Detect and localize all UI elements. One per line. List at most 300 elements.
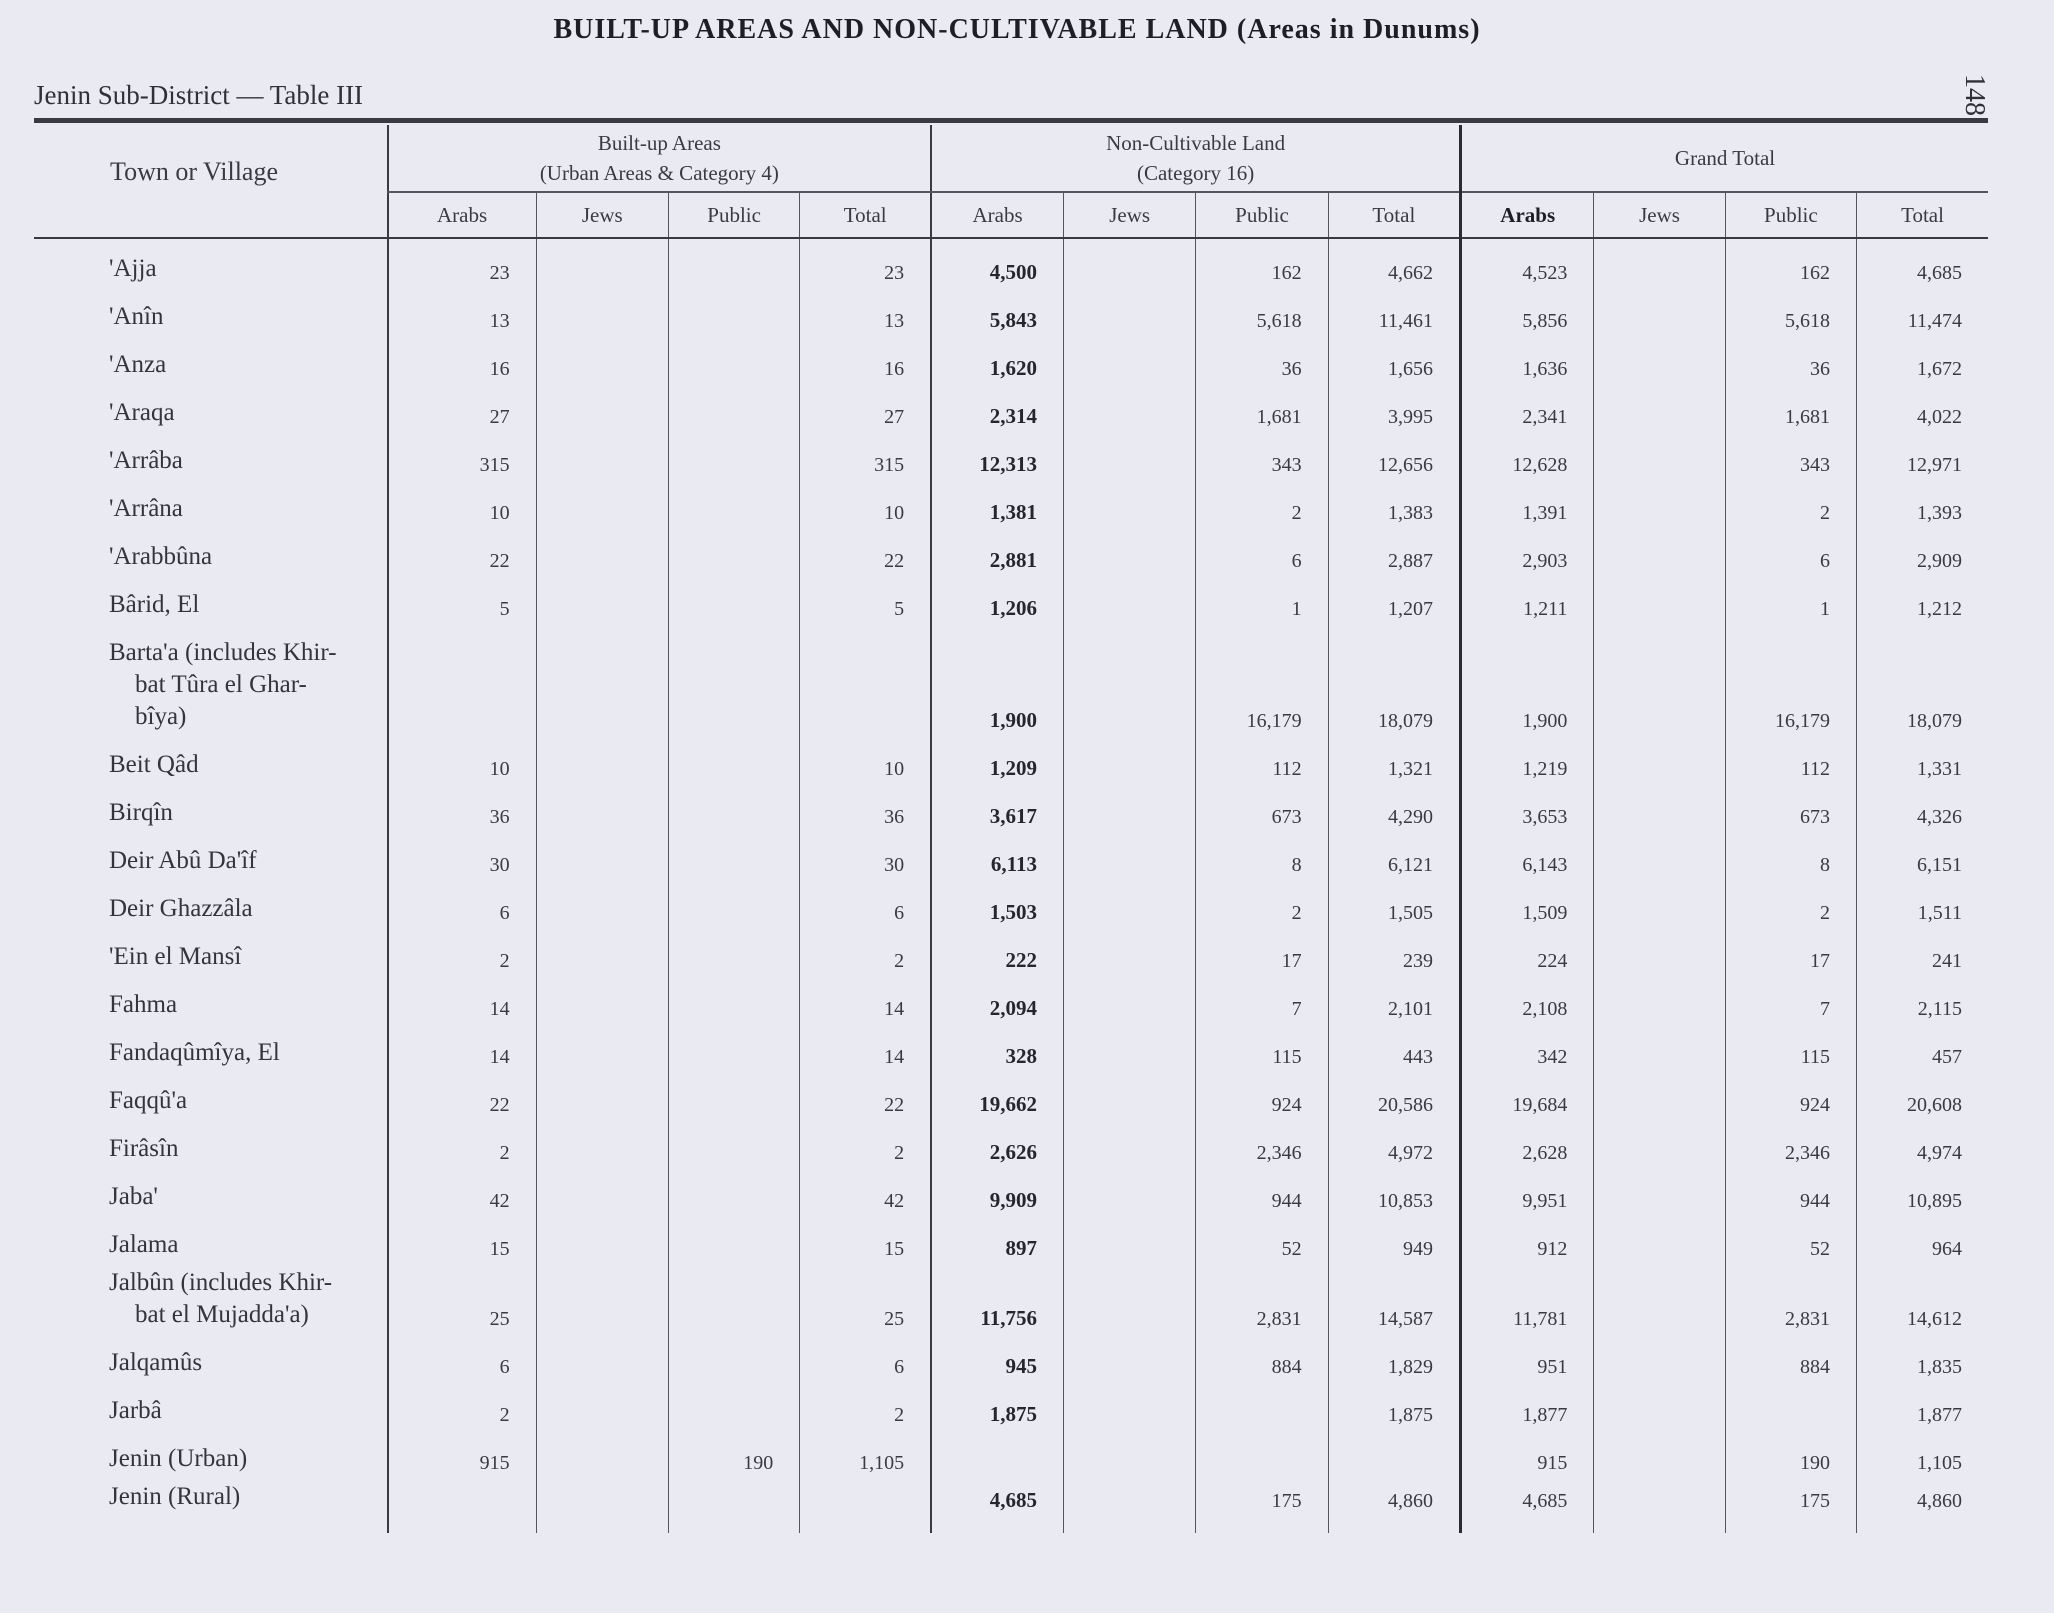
gt-jews-cell — [1594, 435, 1725, 483]
bu-jews-cell — [536, 339, 668, 387]
town-name: Deir Abû Da'îf — [109, 847, 257, 874]
nc-arabs-cell: 1,875 — [931, 1385, 1063, 1433]
gt-arabs-cell: 11,781 — [1461, 1267, 1594, 1337]
nc-public-cell: 1 — [1196, 579, 1328, 627]
bu-jews-cell — [536, 579, 668, 627]
bu-jews-cell — [536, 291, 668, 339]
bu-jews-cell — [536, 627, 668, 739]
grand-total-header: Grand Total — [1461, 125, 1988, 192]
page-number: 148 — [1959, 74, 1990, 116]
nc-arabs-cell: 3,617 — [931, 787, 1063, 835]
nc-arabs-cell: 1,209 — [931, 739, 1063, 787]
gt-public-cell: 190 — [1725, 1433, 1856, 1481]
table-row — [34, 1385, 1988, 1433]
nc-total-header: Total — [1328, 192, 1460, 238]
gt-arabs-header: Arabs — [1461, 192, 1594, 238]
nc-jews-cell — [1063, 1267, 1195, 1337]
gt-arabs-cell: 2,628 — [1461, 1123, 1594, 1171]
gt-jews-cell — [1594, 339, 1725, 387]
nc-jews-cell — [1063, 339, 1195, 387]
bu-arabs-cell: 16 — [388, 339, 537, 387]
nc-arabs-cell: 1,900 — [931, 627, 1063, 739]
bu-arabs-cell: 5 — [388, 579, 537, 627]
bu-public-cell — [668, 627, 799, 739]
gt-public-cell: 52 — [1725, 1219, 1856, 1267]
gt-total-cell: 241 — [1857, 931, 1988, 979]
nc-public-cell: 924 — [1196, 1075, 1328, 1123]
non-cultivable-header-line1: Non-Cultivable Land — [1106, 131, 1286, 155]
gt-arabs-cell: 342 — [1461, 1027, 1594, 1075]
town-name-line: bat Tûra el Ghar- — [135, 671, 307, 698]
bu-arabs-cell: 22 — [388, 531, 537, 579]
gt-jews-cell — [1594, 1385, 1725, 1433]
town-name-line: Barta'a (includes Khir- — [109, 639, 337, 666]
bu-total-cell: 23 — [800, 238, 931, 291]
nc-arabs-cell: 11,756 — [931, 1267, 1063, 1337]
nc-arabs-cell: 2,881 — [931, 531, 1063, 579]
nc-total-cell: 1,656 — [1328, 339, 1460, 387]
bu-public-cell — [668, 739, 799, 787]
bu-jews-cell — [536, 483, 668, 531]
gt-public-header: Public — [1725, 192, 1856, 238]
bu-jews-cell — [536, 387, 668, 435]
bu-jews-cell — [536, 1267, 668, 1337]
gt-total-cell: 1,105 — [1857, 1433, 1988, 1481]
town-name: Faqqû'a — [109, 1087, 188, 1114]
gt-arabs-cell: 224 — [1461, 931, 1594, 979]
gt-total-cell: 18,079 — [1857, 627, 1988, 739]
bu-arabs-cell — [388, 1481, 537, 1533]
nc-total-cell: 2,887 — [1328, 531, 1460, 579]
bu-arabs-cell: 10 — [388, 739, 537, 787]
nc-jews-cell — [1063, 627, 1195, 739]
nc-public-cell: 5,618 — [1196, 291, 1328, 339]
gt-arabs-cell: 1,636 — [1461, 339, 1594, 387]
gt-jews-cell — [1594, 1171, 1725, 1219]
town-name: Deir Ghazzâla — [109, 895, 253, 922]
nc-jews-cell — [1063, 931, 1195, 979]
gt-arabs-cell: 12,628 — [1461, 435, 1594, 483]
bu-jews-cell — [536, 931, 668, 979]
gt-total-cell: 6,151 — [1857, 835, 1988, 883]
gt-total-cell: 1,877 — [1857, 1385, 1988, 1433]
bu-public-cell — [668, 291, 799, 339]
bu-total-cell: 27 — [800, 387, 931, 435]
bu-jews-cell — [536, 1075, 668, 1123]
table-row — [34, 1337, 1988, 1385]
gt-jews-cell — [1594, 1433, 1725, 1481]
gt-jews-cell — [1594, 627, 1725, 739]
gt-jews-cell — [1594, 1481, 1725, 1533]
bu-public-cell — [668, 1385, 799, 1433]
gt-public-cell: 7 — [1725, 979, 1856, 1027]
gt-jews-cell — [1594, 1267, 1725, 1337]
nc-jews-cell — [1063, 531, 1195, 579]
nc-jews-cell — [1063, 579, 1195, 627]
town-name: Jaba' — [109, 1183, 158, 1210]
nc-jews-cell — [1063, 1433, 1195, 1481]
gt-arabs-cell: 2,341 — [1461, 387, 1594, 435]
gt-arabs-cell: 2,903 — [1461, 531, 1594, 579]
nc-public-cell — [1196, 1433, 1328, 1481]
nc-public-cell: 343 — [1196, 435, 1328, 483]
gt-total-cell: 4,860 — [1857, 1481, 1988, 1533]
gt-public-cell: 944 — [1725, 1171, 1856, 1219]
nc-total-cell: 4,290 — [1328, 787, 1460, 835]
bu-jews-cell — [536, 238, 668, 291]
gt-arabs-cell: 4,523 — [1461, 238, 1594, 291]
nc-public-cell: 2,346 — [1196, 1123, 1328, 1171]
town-name: 'Anza — [109, 351, 167, 378]
bu-public-cell — [668, 1481, 799, 1533]
gt-public-cell: 2 — [1725, 883, 1856, 931]
nc-arabs-cell: 328 — [931, 1027, 1063, 1075]
bu-total-cell: 6 — [800, 883, 931, 931]
bu-jews-cell — [536, 1027, 668, 1075]
nc-total-cell: 3,995 — [1328, 387, 1460, 435]
bu-arabs-cell: 36 — [388, 787, 537, 835]
bu-public-cell — [668, 1267, 799, 1337]
bu-total-cell: 15 — [800, 1219, 931, 1267]
bu-public-cell — [668, 1123, 799, 1171]
table-subtitle: Jenin Sub-District — Table III — [34, 80, 364, 110]
nc-public-cell: 2 — [1196, 483, 1328, 531]
town-column-header: Town or Village — [34, 125, 388, 238]
nc-total-cell: 949 — [1328, 1219, 1460, 1267]
nc-jews-cell — [1063, 787, 1195, 835]
nc-arabs-cell: 4,500 — [931, 238, 1063, 291]
gt-total-cell: 964 — [1857, 1219, 1988, 1267]
gt-arabs-cell: 1,391 — [1461, 483, 1594, 531]
gt-jews-cell — [1594, 387, 1725, 435]
bu-total-cell: 2 — [800, 931, 931, 979]
gt-total-cell: 457 — [1857, 1027, 1988, 1075]
non-cultivable-header — [931, 125, 1460, 192]
table-row — [34, 979, 1988, 1027]
bu-arabs-cell: 42 — [388, 1171, 537, 1219]
nc-arabs-cell: 2,094 — [931, 979, 1063, 1027]
nc-arabs-cell: 1,206 — [931, 579, 1063, 627]
nc-arabs-cell: 5,843 — [931, 291, 1063, 339]
table-row — [34, 387, 1988, 435]
nc-total-cell: 443 — [1328, 1027, 1460, 1075]
gt-arabs-cell: 1,509 — [1461, 883, 1594, 931]
table-row — [34, 579, 1988, 627]
gt-public-cell: 1 — [1725, 579, 1856, 627]
town-name: 'Arabbûna — [109, 543, 213, 570]
bu-total-cell: 5 — [800, 579, 931, 627]
built-up-header — [388, 125, 932, 192]
bu-public-cell — [668, 787, 799, 835]
town-name: Jalama — [109, 1231, 179, 1258]
bu-total-cell: 2 — [800, 1385, 931, 1433]
page-title: BUILT-UP AREAS AND NON-CULTIVABLE LAND (Areas in Dunums) — [553, 14, 1481, 45]
bu-arabs-cell: 13 — [388, 291, 537, 339]
nc-arabs-cell: 12,313 — [931, 435, 1063, 483]
gt-total-cell: 11,474 — [1857, 291, 1988, 339]
bu-public-cell — [668, 238, 799, 291]
table-row — [34, 1171, 1988, 1219]
gt-public-cell: 673 — [1725, 787, 1856, 835]
table-row — [34, 531, 1988, 579]
nc-public-cell: 8 — [1196, 835, 1328, 883]
town-name: Jalqamûs — [109, 1349, 203, 1376]
nc-jews-cell — [1063, 1219, 1195, 1267]
nc-public-header: Public — [1196, 192, 1328, 238]
table-row — [34, 435, 1988, 483]
nc-total-cell: 20,586 — [1328, 1075, 1460, 1123]
nc-jews-cell — [1063, 435, 1195, 483]
bu-arabs-cell: 25 — [388, 1267, 537, 1337]
nc-jews-cell — [1063, 1123, 1195, 1171]
bu-total-cell: 13 — [800, 291, 931, 339]
gt-arabs-cell: 19,684 — [1461, 1075, 1594, 1123]
town-name: 'Anîn — [109, 303, 164, 330]
gt-total-cell: 20,608 — [1857, 1075, 1988, 1123]
gt-arabs-cell: 915 — [1461, 1433, 1594, 1481]
bu-arabs-cell: 27 — [388, 387, 537, 435]
town-name-line: bîya) — [135, 703, 187, 730]
bu-arabs-cell: 14 — [388, 979, 537, 1027]
bu-total-cell: 14 — [800, 979, 931, 1027]
nc-arabs-cell: 897 — [931, 1219, 1063, 1267]
gt-public-cell: 162 — [1725, 238, 1856, 291]
table-row — [34, 1481, 1988, 1533]
nc-jews-cell — [1063, 483, 1195, 531]
bu-public-cell — [668, 931, 799, 979]
bu-total-cell: 22 — [800, 531, 931, 579]
table-row — [34, 339, 1988, 387]
nc-jews-cell — [1063, 1075, 1195, 1123]
top-rule — [34, 118, 1988, 123]
town-name: 'Ajja — [109, 255, 157, 282]
gt-total-cell: 14,612 — [1857, 1267, 1988, 1337]
nc-total-cell: 1,383 — [1328, 483, 1460, 531]
bu-arabs-cell: 315 — [388, 435, 537, 483]
nc-jews-cell — [1063, 238, 1195, 291]
gt-total-cell: 2,909 — [1857, 531, 1988, 579]
gt-arabs-cell: 951 — [1461, 1337, 1594, 1385]
nc-total-cell: 11,461 — [1328, 291, 1460, 339]
table-row — [34, 931, 1988, 979]
bu-public-cell — [668, 387, 799, 435]
gt-public-cell: 17 — [1725, 931, 1856, 979]
bu-jews-header: Jews — [536, 192, 668, 238]
town-name: Jarbâ — [109, 1397, 162, 1424]
gt-public-cell: 175 — [1725, 1481, 1856, 1533]
bu-arabs-cell: 915 — [388, 1433, 537, 1481]
bu-jews-cell — [536, 1385, 668, 1433]
gt-arabs-cell: 1,219 — [1461, 739, 1594, 787]
gt-arabs-cell: 6,143 — [1461, 835, 1594, 883]
nc-arabs-cell: 19,662 — [931, 1075, 1063, 1123]
bu-arabs-cell: 23 — [388, 238, 537, 291]
nc-total-cell: 4,860 — [1328, 1481, 1460, 1533]
gt-total-header: Total — [1857, 192, 1988, 238]
gt-public-cell: 16,179 — [1725, 627, 1856, 739]
gt-public-cell: 2,831 — [1725, 1267, 1856, 1337]
bu-total-cell: 36 — [800, 787, 931, 835]
gt-public-cell: 5,618 — [1725, 291, 1856, 339]
bu-arabs-cell: 2 — [388, 931, 537, 979]
table-row — [34, 883, 1988, 931]
town-name: Birqîn — [109, 799, 173, 826]
table-row — [34, 483, 1988, 531]
bu-public-cell — [668, 1075, 799, 1123]
nc-total-cell: 1,321 — [1328, 739, 1460, 787]
gt-arabs-cell: 4,685 — [1461, 1481, 1594, 1533]
gt-jews-cell — [1594, 483, 1725, 531]
nc-arabs-cell: 4,685 — [931, 1481, 1063, 1533]
bu-public-cell — [668, 531, 799, 579]
nc-jews-cell — [1063, 739, 1195, 787]
bu-arabs-cell: 22 — [388, 1075, 537, 1123]
gt-jews-cell — [1594, 531, 1725, 579]
gt-jews-cell — [1594, 1075, 1725, 1123]
bu-total-cell — [800, 627, 931, 739]
gt-arabs-cell: 3,653 — [1461, 787, 1594, 835]
gt-jews-cell — [1594, 291, 1725, 339]
table-row — [34, 1267, 1988, 1337]
table-row — [34, 1219, 1988, 1267]
gt-jews-cell — [1594, 1337, 1725, 1385]
gt-jews-cell — [1594, 739, 1725, 787]
gt-arabs-cell: 9,951 — [1461, 1171, 1594, 1219]
town-name: Fandaqûmîya, El — [109, 1039, 280, 1066]
gt-arabs-cell: 1,900 — [1461, 627, 1594, 739]
bu-total-cell: 10 — [800, 739, 931, 787]
gt-public-cell: 884 — [1725, 1337, 1856, 1385]
nc-arabs-cell: 2,314 — [931, 387, 1063, 435]
bu-jews-cell — [536, 739, 668, 787]
bu-total-cell: 42 — [800, 1171, 931, 1219]
gt-arabs-cell: 5,856 — [1461, 291, 1594, 339]
bu-total-cell: 6 — [800, 1337, 931, 1385]
gt-public-cell: 924 — [1725, 1075, 1856, 1123]
nc-jews-header: Jews — [1063, 192, 1195, 238]
bu-arabs-cell: 14 — [388, 1027, 537, 1075]
table-row — [34, 1123, 1988, 1171]
gt-jews-cell — [1594, 979, 1725, 1027]
nc-total-cell: 4,662 — [1328, 238, 1460, 291]
nc-jews-cell — [1063, 835, 1195, 883]
nc-jews-cell — [1063, 1171, 1195, 1219]
nc-public-cell: 6 — [1196, 531, 1328, 579]
nc-total-cell: 1,505 — [1328, 883, 1460, 931]
bu-jews-cell — [536, 1219, 668, 1267]
gt-total-cell: 4,974 — [1857, 1123, 1988, 1171]
town-name-line: bat el Mujadda'a) — [135, 1301, 309, 1328]
bu-jews-cell — [536, 883, 668, 931]
gt-public-cell: 1,681 — [1725, 387, 1856, 435]
nc-arabs-header: Arabs — [931, 192, 1063, 238]
bu-jews-cell — [536, 1171, 668, 1219]
nc-arabs-cell: 222 — [931, 931, 1063, 979]
bu-arabs-header: Arabs — [388, 192, 537, 238]
table-row — [34, 291, 1988, 339]
bu-public-cell — [668, 1171, 799, 1219]
nc-public-cell: 884 — [1196, 1337, 1328, 1385]
gt-arabs-cell: 2,108 — [1461, 979, 1594, 1027]
nc-arabs-cell: 1,503 — [931, 883, 1063, 931]
bu-public-cell — [668, 979, 799, 1027]
gt-jews-header: Jews — [1594, 192, 1725, 238]
gt-total-cell: 2,115 — [1857, 979, 1988, 1027]
gt-jews-cell — [1594, 579, 1725, 627]
table-row — [34, 1075, 1988, 1123]
gt-public-cell: 36 — [1725, 339, 1856, 387]
bu-public-cell — [668, 1219, 799, 1267]
nc-public-cell: 2,831 — [1196, 1267, 1328, 1337]
bu-public-cell — [668, 883, 799, 931]
gt-total-cell: 1,672 — [1857, 339, 1988, 387]
bu-arabs-cell: 2 — [388, 1385, 537, 1433]
nc-public-cell: 17 — [1196, 931, 1328, 979]
bu-total-cell: 30 — [800, 835, 931, 883]
bu-public-cell: 190 — [668, 1433, 799, 1481]
bu-total-header: Total — [800, 192, 931, 238]
town-name: 'Ein el Mansî — [109, 943, 242, 970]
nc-total-cell: 18,079 — [1328, 627, 1460, 739]
gt-public-cell: 112 — [1725, 739, 1856, 787]
table-row — [34, 1027, 1988, 1075]
gt-public-cell — [1725, 1385, 1856, 1433]
gt-jews-cell — [1594, 1123, 1725, 1171]
bu-total-cell: 22 — [800, 1075, 931, 1123]
nc-public-cell: 944 — [1196, 1171, 1328, 1219]
gt-public-cell: 115 — [1725, 1027, 1856, 1075]
town-name: Bârid, El — [109, 591, 200, 618]
nc-public-cell: 112 — [1196, 739, 1328, 787]
town-name: Fahma — [109, 991, 178, 1018]
nc-total-cell — [1328, 1433, 1460, 1481]
nc-public-cell: 673 — [1196, 787, 1328, 835]
bu-public-cell — [668, 339, 799, 387]
town-name — [34, 1267, 388, 1337]
town-name: Beit Qâd — [109, 751, 199, 778]
nc-total-cell: 1,875 — [1328, 1385, 1460, 1433]
bu-jews-cell — [536, 1481, 668, 1533]
bu-total-cell: 1,105 — [800, 1433, 931, 1481]
bu-public-cell — [668, 1337, 799, 1385]
nc-arabs-cell: 6,113 — [931, 835, 1063, 883]
nc-jews-cell — [1063, 291, 1195, 339]
nc-jews-cell — [1063, 1027, 1195, 1075]
built-up-header-line2: (Urban Areas & Category 4) — [539, 161, 779, 185]
nc-total-cell: 1,829 — [1328, 1337, 1460, 1385]
nc-jews-cell — [1063, 883, 1195, 931]
bu-total-cell: 315 — [800, 435, 931, 483]
nc-public-cell: 175 — [1196, 1481, 1328, 1533]
bu-public-cell — [668, 1027, 799, 1075]
bu-jews-cell — [536, 787, 668, 835]
nc-jews-cell — [1063, 1385, 1195, 1433]
gt-public-cell: 6 — [1725, 531, 1856, 579]
nc-public-cell: 52 — [1196, 1219, 1328, 1267]
gt-jews-cell — [1594, 931, 1725, 979]
bu-public-cell — [668, 435, 799, 483]
town-name: Jenin (Urban) — [109, 1445, 248, 1472]
nc-public-cell: 7 — [1196, 979, 1328, 1027]
non-cultivable-header-line2: (Category 16) — [1136, 161, 1255, 185]
table-row — [34, 1433, 1988, 1481]
table-row — [34, 627, 1988, 739]
table-row — [34, 787, 1988, 835]
town-name: 'Arrâna — [109, 495, 183, 522]
nc-jews-cell — [1063, 979, 1195, 1027]
nc-arabs-cell: 1,620 — [931, 339, 1063, 387]
table-body — [34, 238, 1988, 1533]
